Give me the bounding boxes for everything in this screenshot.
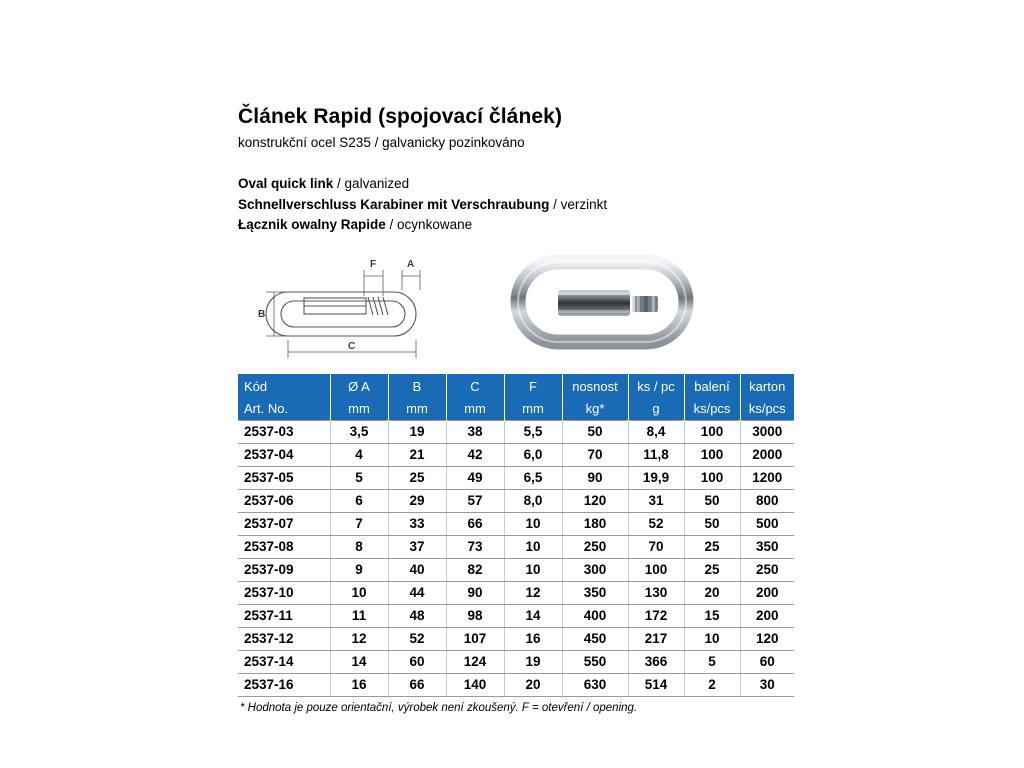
cell-pack: 100 xyxy=(684,443,740,466)
col-header-f: F xyxy=(504,374,562,398)
cell-b: 60 xyxy=(388,650,446,673)
cell-c: 66 xyxy=(446,512,504,535)
col-header-b: B xyxy=(388,374,446,398)
table-row xyxy=(238,443,794,466)
datasheet-content xyxy=(238,104,794,714)
cell-a: 5 xyxy=(330,466,388,489)
col-unit-pack: ks/pcs xyxy=(684,398,740,421)
table-footnote: * Hodnota je pouze orientační, výrobek není zkoušený. F = otevření / opening. xyxy=(240,701,638,714)
col-unit-load: kg* xyxy=(562,398,628,421)
cell-c: 98 xyxy=(446,604,504,627)
cell-pack: 50 xyxy=(684,489,740,512)
cell-weight: 217 xyxy=(628,627,684,650)
cell-b: 52 xyxy=(388,627,446,650)
cell-b: 37 xyxy=(388,535,446,558)
cell-f: 19 xyxy=(504,650,562,673)
language-suffix-de: / verzinkt xyxy=(549,196,608,212)
cell-b: 21 xyxy=(388,443,446,466)
cell-code: 2537-12 xyxy=(238,627,330,650)
cell-f: 20 xyxy=(504,673,562,696)
cell-c: 57 xyxy=(446,489,504,512)
cell-b: 48 xyxy=(388,604,446,627)
table-row xyxy=(238,420,794,443)
technical-drawing xyxy=(252,254,462,364)
col-header-load: nosnost xyxy=(562,374,628,398)
col-unit-weight: g xyxy=(628,398,684,421)
cell-b: 66 xyxy=(388,673,446,696)
cell-f: 5,5 xyxy=(504,420,562,443)
cell-load: 70 xyxy=(562,443,628,466)
cell-a: 16 xyxy=(330,673,388,696)
specification-table xyxy=(238,374,794,697)
table-row xyxy=(238,650,794,673)
col-unit-carton: ks/pcs xyxy=(740,398,794,421)
language-line-pl xyxy=(238,215,794,236)
cell-f: 14 xyxy=(504,604,562,627)
cell-carton: 1200 xyxy=(740,466,794,489)
cell-carton: 500 xyxy=(740,512,794,535)
cell-f: 6,0 xyxy=(504,443,562,466)
page-subtitle: konstrukční ocel S235 / galvanicky pozinkováno xyxy=(238,135,525,151)
cell-b: 29 xyxy=(388,489,446,512)
cell-load: 180 xyxy=(562,512,628,535)
cell-carton: 3000 xyxy=(740,420,794,443)
cell-a: 6 xyxy=(330,489,388,512)
cell-weight: 366 xyxy=(628,650,684,673)
col-header-c: C xyxy=(446,374,504,398)
table-header-row-2 xyxy=(238,398,794,421)
cell-c: 42 xyxy=(446,443,504,466)
cell-a: 8 xyxy=(330,535,388,558)
cell-load: 250 xyxy=(562,535,628,558)
cell-pack: 25 xyxy=(684,535,740,558)
cell-load: 350 xyxy=(562,581,628,604)
cell-load: 50 xyxy=(562,420,628,443)
cell-load: 630 xyxy=(562,673,628,696)
cell-code: 2537-10 xyxy=(238,581,330,604)
table-row xyxy=(238,604,794,627)
col-unit-f: mm xyxy=(504,398,562,421)
cell-carton: 200 xyxy=(740,581,794,604)
cell-carton: 350 xyxy=(740,535,794,558)
table-row xyxy=(238,581,794,604)
product-photo xyxy=(496,246,726,361)
col-unit-b: mm xyxy=(388,398,446,421)
table-header-row-1 xyxy=(238,374,794,398)
cell-c: 49 xyxy=(446,466,504,489)
cell-load: 450 xyxy=(562,627,628,650)
cell-c: 124 xyxy=(446,650,504,673)
cell-f: 16 xyxy=(504,627,562,650)
language-name-pl: Łącznik owalny Rapide xyxy=(238,217,386,233)
cell-pack: 15 xyxy=(684,604,740,627)
cell-pack: 5 xyxy=(684,650,740,673)
drawing-label-f: F xyxy=(370,258,377,270)
cell-weight: 8,4 xyxy=(628,420,684,443)
cell-b: 44 xyxy=(388,581,446,604)
cell-c: 140 xyxy=(446,673,504,696)
cell-a: 9 xyxy=(330,558,388,581)
col-unit-c: mm xyxy=(446,398,504,421)
cell-code: 2537-11 xyxy=(238,604,330,627)
table-row xyxy=(238,558,794,581)
cell-f: 12 xyxy=(504,581,562,604)
cell-load: 400 xyxy=(562,604,628,627)
cell-pack: 100 xyxy=(684,466,740,489)
cell-weight: 70 xyxy=(628,535,684,558)
col-header-pack: balení xyxy=(684,374,740,398)
cell-code: 2537-04 xyxy=(238,443,330,466)
cell-f: 10 xyxy=(504,512,562,535)
cell-c: 107 xyxy=(446,627,504,650)
illustration-area xyxy=(238,250,794,368)
cell-c: 82 xyxy=(446,558,504,581)
cell-a: 12 xyxy=(330,627,388,650)
cell-load: 300 xyxy=(562,558,628,581)
cell-c: 38 xyxy=(446,420,504,443)
cell-b: 33 xyxy=(388,512,446,535)
cell-a: 11 xyxy=(330,604,388,627)
cell-pack: 50 xyxy=(684,512,740,535)
cell-c: 73 xyxy=(446,535,504,558)
language-line-en xyxy=(238,174,794,195)
cell-a: 4 xyxy=(330,443,388,466)
table-row xyxy=(238,535,794,558)
col-header-code: Kód xyxy=(238,374,330,398)
cell-weight: 19,9 xyxy=(628,466,684,489)
col-header-weight: ks / pc xyxy=(628,374,684,398)
drawing-label-c: C xyxy=(348,340,356,352)
cell-carton: 2000 xyxy=(740,443,794,466)
cell-load: 90 xyxy=(562,466,628,489)
cell-pack: 100 xyxy=(684,420,740,443)
cell-code: 2537-03 xyxy=(238,420,330,443)
cell-carton: 250 xyxy=(740,558,794,581)
cell-pack: 25 xyxy=(684,558,740,581)
cell-weight: 52 xyxy=(628,512,684,535)
cell-code: 2537-06 xyxy=(238,489,330,512)
table-row xyxy=(238,489,794,512)
col-unit-code: Art. No. xyxy=(238,398,330,421)
cell-carton: 200 xyxy=(740,604,794,627)
table-row xyxy=(238,673,794,696)
cell-a: 3,5 xyxy=(330,420,388,443)
cell-pack: 2 xyxy=(684,673,740,696)
cell-carton: 120 xyxy=(740,627,794,650)
language-name-de: Schnellverschluss Karabiner mit Verschraubung xyxy=(238,196,550,212)
cell-code: 2537-07 xyxy=(238,512,330,535)
language-line-de xyxy=(238,195,794,216)
page-title: Článek Rapid (spojovací článek) xyxy=(238,105,563,128)
cell-weight: 172 xyxy=(628,604,684,627)
cell-pack: 20 xyxy=(684,581,740,604)
cell-code: 2537-16 xyxy=(238,673,330,696)
cell-b: 25 xyxy=(388,466,446,489)
language-name-en: Oval quick link xyxy=(238,176,334,192)
table-row xyxy=(238,627,794,650)
cell-carton: 30 xyxy=(740,673,794,696)
drawing-label-a: A xyxy=(407,258,415,270)
cell-a: 14 xyxy=(330,650,388,673)
cell-b: 40 xyxy=(388,558,446,581)
cell-f: 8,0 xyxy=(504,489,562,512)
col-header-carton: karton xyxy=(740,374,794,398)
cell-weight: 11,8 xyxy=(628,443,684,466)
drawing-label-b: B xyxy=(258,308,266,320)
cell-f: 10 xyxy=(504,558,562,581)
cell-code: 2537-09 xyxy=(238,558,330,581)
table-body xyxy=(238,420,794,696)
table-row xyxy=(238,512,794,535)
cell-weight: 130 xyxy=(628,581,684,604)
cell-code: 2537-14 xyxy=(238,650,330,673)
cell-pack: 10 xyxy=(684,627,740,650)
cell-weight: 31 xyxy=(628,489,684,512)
cell-load: 120 xyxy=(562,489,628,512)
cell-carton: 800 xyxy=(740,489,794,512)
language-suffix-pl: / ocynkowane xyxy=(385,217,473,233)
table-head xyxy=(238,374,794,421)
cell-weight: 514 xyxy=(628,673,684,696)
cell-carton: 60 xyxy=(740,650,794,673)
cell-weight: 100 xyxy=(628,558,684,581)
cell-code: 2537-08 xyxy=(238,535,330,558)
cell-c: 90 xyxy=(446,581,504,604)
language-suffix-en: / galvanized xyxy=(333,176,410,192)
cell-b: 19 xyxy=(388,420,446,443)
col-header-a: Ø A xyxy=(330,374,388,398)
cell-load: 550 xyxy=(562,650,628,673)
cell-a: 10 xyxy=(330,581,388,604)
cell-f: 10 xyxy=(504,535,562,558)
table-row xyxy=(238,466,794,489)
col-unit-a: mm xyxy=(330,398,388,421)
cell-f: 6,5 xyxy=(504,466,562,489)
cell-a: 7 xyxy=(330,512,388,535)
cell-code: 2537-05 xyxy=(238,466,330,489)
